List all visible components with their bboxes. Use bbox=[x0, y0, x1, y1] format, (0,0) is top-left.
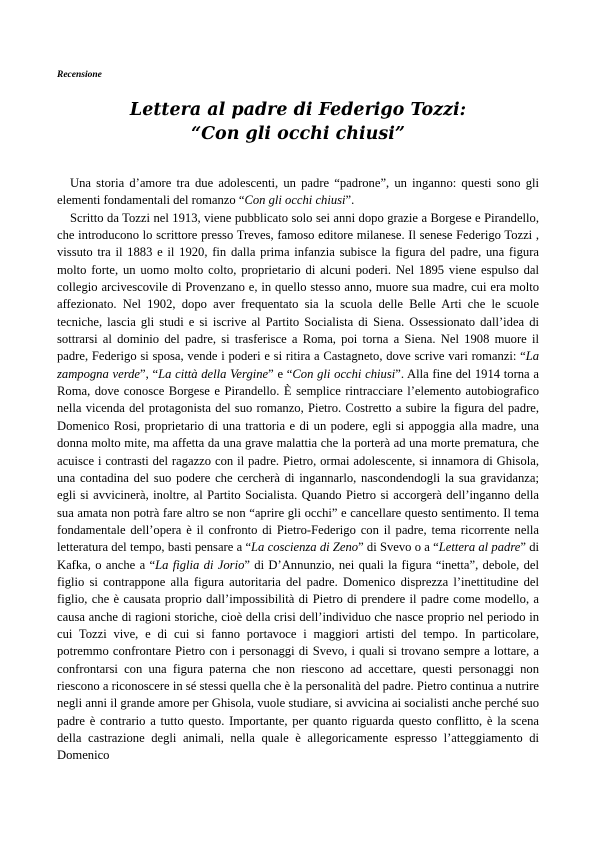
paragraph-1 bbox=[57, 175, 539, 210]
title-line-2: “Con gli occhi chiusi” bbox=[191, 124, 405, 144]
article-title bbox=[57, 98, 539, 146]
text-run: ” di Kafka, o anche a “ bbox=[57, 540, 539, 572]
title-line-1: Lettera al padre di Federigo Tozzi: bbox=[129, 100, 467, 120]
work-title: Lettera al padre bbox=[438, 540, 521, 555]
text-run: Scritto da Tozzi nel 1913, viene pubblicato solo sei anni dopo grazie a Borgese e Pirandello, che introducono lo scrittore presso Treves, famoso editore milanese. Il senese Federigo Tozzi , vissuto tra il 1883 e il 1920, fin dalla prima infanzia subisce la figura del padre, una figura molto forte, un uomo molto colto, proprietario di alcuni poderi. Nel 1895 viene espulso dal collegio arcivescovile di Provenzano e, in quello stesso anno, muore sua madre, cui era molto affezionato. Nel 1902, dopo aver frequentato sia la scuola delle Belle Arti che le scuole tecniche, lascia gli studi e si iscrive al Partito Socialista di Siena. Ossessionato dall’idea di sottrarsi al dominio del padre, si trasferisce a Roma, poi torna a Siena. Nel 1908 muore il padre, Federigo si sposa, vende i poderi e si ritira a Castagneto, dove scrive vari romanzi: “ bbox=[57, 210, 539, 364]
text-run: ” di Svevo o a “ bbox=[358, 540, 439, 555]
work-title: Con gli occhi chiusi bbox=[292, 366, 396, 381]
text-run: Una storia d’amore tra due adolescenti, un padre “padrone”, un inganno: questi sono gli elementi fondamentali del romanzo “ bbox=[57, 176, 539, 208]
work-title: La figlia di Jorio bbox=[155, 557, 245, 572]
text-run: ” e “ bbox=[268, 366, 293, 381]
work-title: La coscienza di Zeno bbox=[251, 540, 359, 555]
text-run: ” di D’Annunzio, nei quali la figura “inetta”, debole, del figlio si contrappone alla figura autoritaria del padre. Domenico disprezza l’inettitudine del figlio, che è causata proprio dall’impossibilità di Pietro di prendere il padre come modello, a causa anche di ragioni storiche, cioè della crisi dell’individuo che nasce proprio nel periodo in cui Tozzi vive, e di cui si fanno portavoce i maggiori artisti del tempo. In particolare, potremmo confrontare Pietro con i personaggi di Svevo, i quali si trovano sempre a lottare, a confrontarsi con una figura paterna che non riescono ad accettare, questi personaggi non riescono a riconoscere in sé stessi quella che è la personalità del padre. Pietro continua a nutrire negli anni il grande amore per Ghisola, vuole studiare, si avvicina ai socialisti anche perché suo padre è contrario a tutto questo. Importante, per quanto riguarda questo conflitto, è la scena della castrazione degli animali, nella quale è allegoricamente espresso l’atteggiamento di Domenico bbox=[57, 557, 539, 763]
text-run: ”. bbox=[345, 193, 355, 208]
work-title: La città della Vergine bbox=[158, 366, 269, 381]
text-run: ”, “ bbox=[140, 366, 159, 381]
section-label: Recensione bbox=[57, 70, 102, 80]
paragraph-2 bbox=[57, 210, 539, 765]
work-title: La zampogna verde bbox=[57, 349, 539, 381]
novel-title: Con gli occhi chiusi bbox=[244, 193, 346, 208]
article-body bbox=[57, 175, 539, 765]
text-run: ”. Alla fine del 1914 torna a Roma, dove conosce Borgese e Pirandello. È semplice rintracciare l’elemento autobiografico nella vicenda del protagonista del suo romanzo, Pietro. Costretto a subire la figura del padre, Domenico Rosi, proprietario di una trattoria e di un podere, egli si appoggia alla madre, una donna molto mite, ma affetta da una grave malattia che la porterà ad una morte prematura, che acuisce i contrasti del ragazzo con il padre. Pietro, ormai adolescente, si innamora di Ghisola, una contadina del suo podere che cercherà di ingannarlo, nascondendogli la sua gravidanza; egli si avvicinerà, inoltre, al Partito Socialista. Quando Pietro si accorgerà dell’inganno della sua amata non potrà fare altro se non “aprire gli occhi” e cancellare questo sentimento. Il tema fondamentale dell’opera è il confronto di Pietro-Federigo con il padre, tema ricorrente nella letteratura del tempo, basti pensare a “ bbox=[57, 366, 539, 555]
